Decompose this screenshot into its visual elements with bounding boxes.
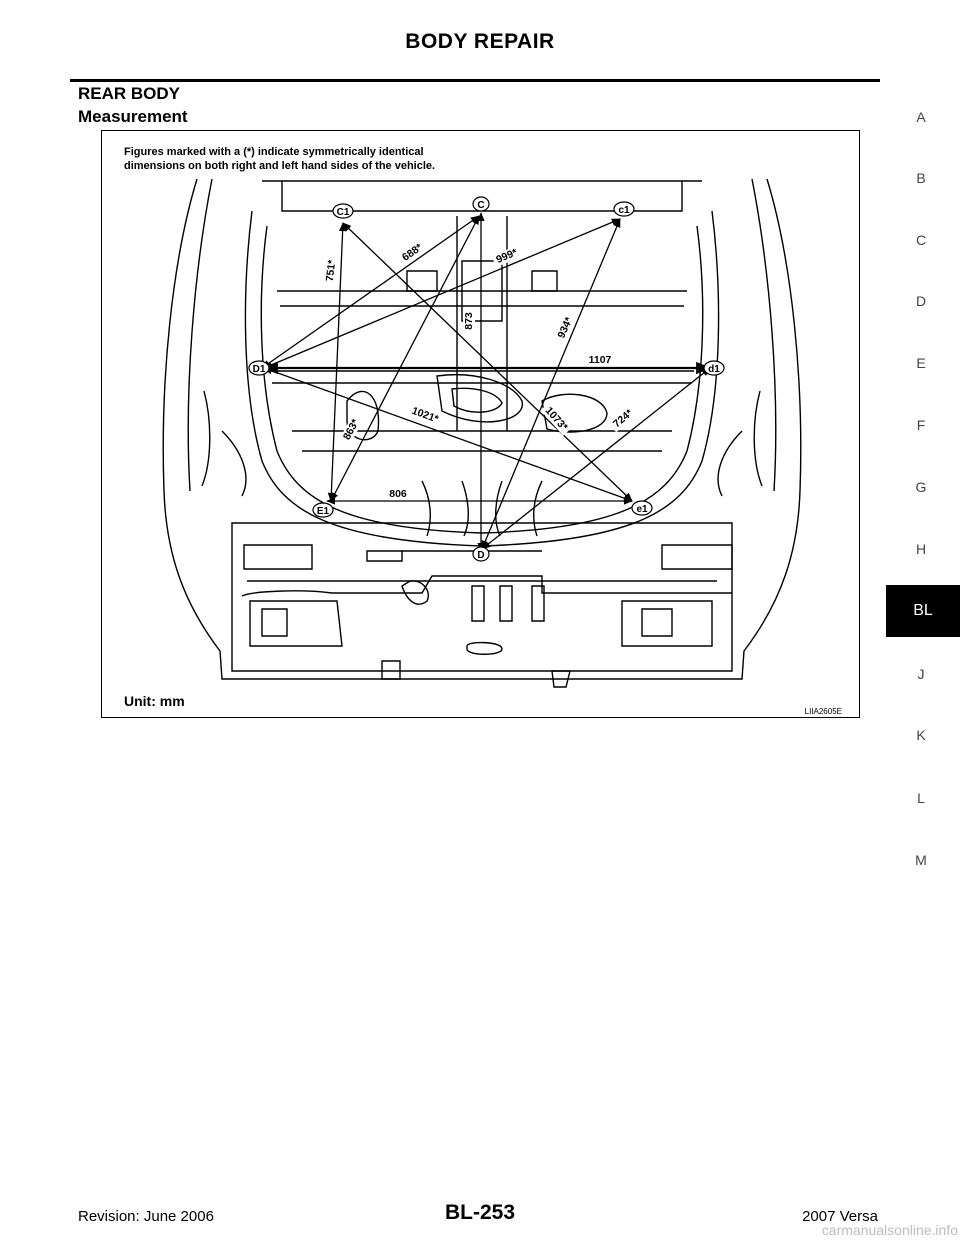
point-c1 bbox=[614, 202, 634, 216]
footer-watermark: carmanualsonline.info bbox=[821, 1222, 958, 1238]
point-E1 bbox=[313, 503, 333, 517]
index-tab-g[interactable]: G bbox=[915, 479, 927, 495]
vehicle-rear-body-outline bbox=[163, 179, 801, 687]
dim-688: 688* bbox=[399, 241, 425, 264]
svg-text:C: C bbox=[477, 200, 485, 211]
dim-873: 873 bbox=[463, 312, 475, 330]
index-tab-d[interactable]: D bbox=[915, 293, 927, 309]
dim-751: 751* bbox=[323, 259, 339, 283]
index-tab-a[interactable]: A bbox=[916, 109, 926, 125]
svg-text:e1: e1 bbox=[636, 504, 648, 515]
section-index-tabs bbox=[882, 0, 960, 1242]
index-tab-b[interactable]: B bbox=[916, 170, 926, 186]
point-D bbox=[473, 547, 489, 561]
footer-revision: Revision: June 2006 bbox=[78, 1208, 214, 1225]
dim-1021: 1021* bbox=[410, 404, 440, 426]
line-1021 bbox=[264, 368, 632, 501]
measurement-diagram bbox=[102, 131, 860, 718]
footer-model: 2007 Versa bbox=[802, 1208, 878, 1225]
figure-note-line2: dimensions on both right and left hand sides of the vehicle. bbox=[124, 160, 436, 172]
svg-text:D: D bbox=[477, 550, 485, 561]
dim-934: 934* bbox=[555, 315, 576, 341]
svg-text:E1: E1 bbox=[316, 506, 330, 517]
index-tab-c[interactable]: C bbox=[915, 232, 927, 248]
index-tab-m[interactable]: M bbox=[915, 852, 927, 868]
point-C1 bbox=[333, 204, 353, 218]
footer-page-number: BL-253 bbox=[444, 1201, 516, 1224]
page-header-title: BODY REPAIR bbox=[405, 30, 555, 53]
point-d1 bbox=[704, 361, 724, 375]
figure-note-line1: Figures marked with a (*) indicate symmetrically identical bbox=[124, 146, 424, 158]
point-D1 bbox=[249, 361, 269, 375]
figure-unit: Unit: mm bbox=[124, 693, 185, 709]
svg-text:C1: C1 bbox=[336, 207, 350, 218]
dim-863: 863* bbox=[340, 417, 362, 442]
index-tab-bl-active[interactable]: BL bbox=[886, 585, 960, 637]
dim-724: 724* bbox=[610, 407, 636, 431]
point-e1 bbox=[632, 501, 652, 515]
section-title: REAR BODY bbox=[78, 84, 181, 103]
section-subtitle: Measurement bbox=[78, 107, 188, 126]
measurement-figure bbox=[101, 130, 860, 718]
svg-text:d1: d1 bbox=[708, 364, 720, 375]
index-tab-k[interactable]: K bbox=[916, 727, 926, 743]
index-tab-l[interactable]: L bbox=[917, 790, 925, 806]
index-tab-f[interactable]: F bbox=[916, 417, 926, 433]
point-C bbox=[473, 197, 489, 211]
index-tab-j[interactable]: J bbox=[917, 666, 925, 682]
header-rule bbox=[70, 79, 880, 82]
svg-text:c1: c1 bbox=[618, 205, 630, 216]
svg-text:D1: D1 bbox=[252, 364, 266, 375]
figure-id: LIIA2605E bbox=[804, 707, 842, 716]
index-tab-e[interactable]: E bbox=[916, 355, 926, 371]
dim-1073: 1073* bbox=[542, 404, 570, 434]
dim-1107: 1107 bbox=[588, 354, 612, 366]
dim-999: 999* bbox=[494, 246, 520, 266]
dim-806: 806 bbox=[389, 488, 407, 500]
index-tab-h[interactable]: H bbox=[915, 541, 927, 557]
